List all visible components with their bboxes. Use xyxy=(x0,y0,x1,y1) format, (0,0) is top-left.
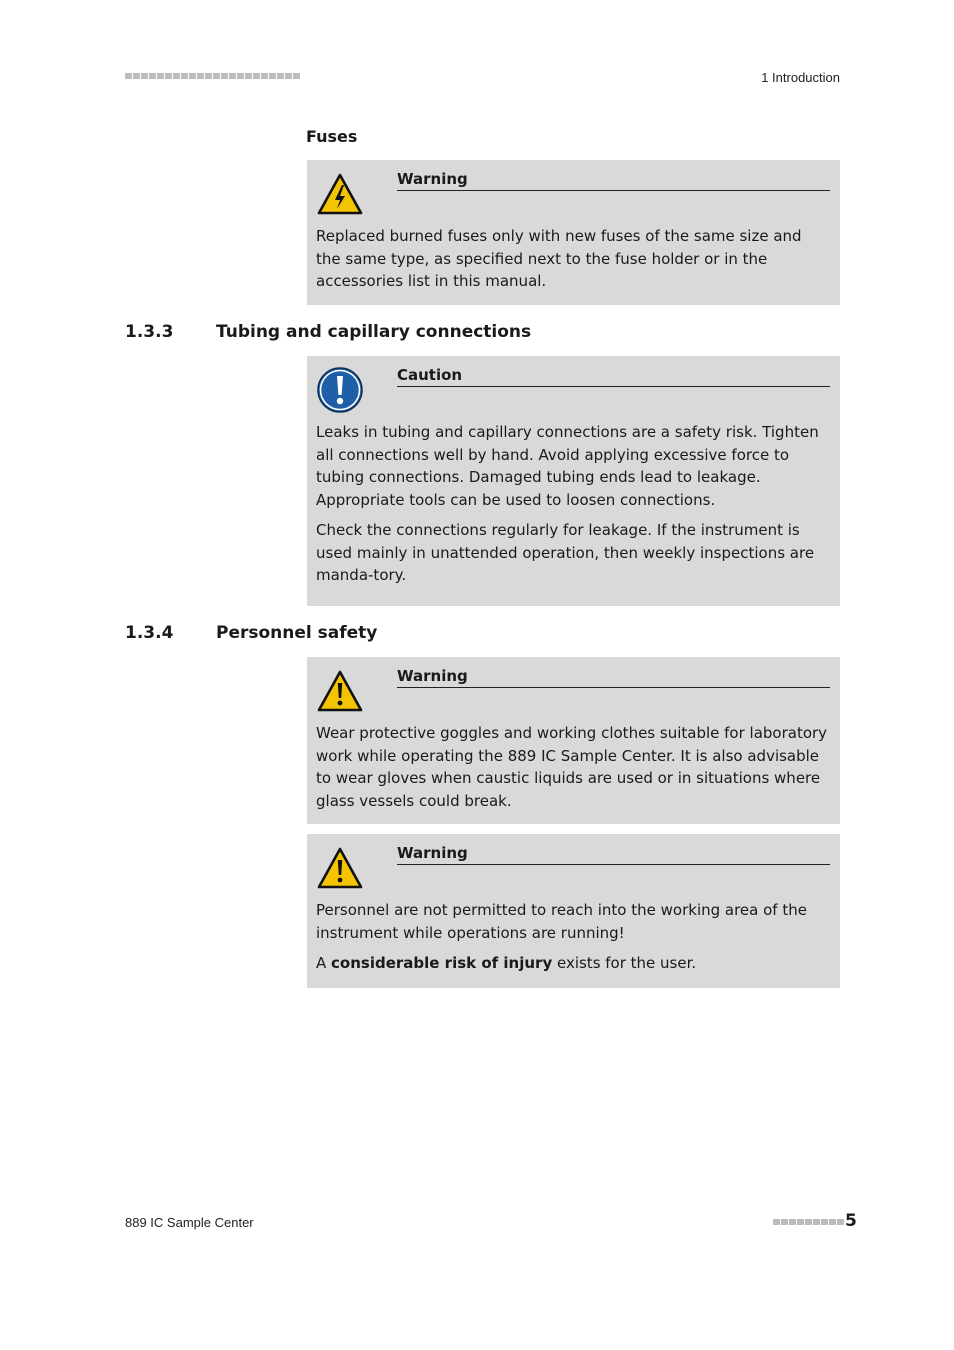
section-title: Personnel safety xyxy=(216,623,378,643)
exclamation-circle-icon xyxy=(316,366,364,414)
section-number: 1.3.3 xyxy=(125,322,174,342)
notice-text: Wear protective goggles and working clothes suitable for laboratory work while operating the 889 IC Sample Center. It is also advisable to wear gloves when caustic liquids are used or in situations where glass vessels could break. xyxy=(316,724,828,810)
page-number: 5 xyxy=(845,1211,857,1231)
notice-title: Warning xyxy=(397,844,830,865)
header-decoration-bar xyxy=(125,73,300,79)
footer-decoration-bar xyxy=(773,1219,844,1225)
section-title: Tubing and capillary connections xyxy=(216,322,532,342)
section-number: 1.3.4 xyxy=(125,623,174,643)
warning-triangle-icon xyxy=(316,844,364,892)
warning-triangle-icon xyxy=(316,667,364,715)
text-suffix: exists for the user. xyxy=(552,954,697,972)
goggles-warning-notice xyxy=(307,657,840,824)
notice-text: Replaced burned fuses only with new fuses of the same size and the same type, as specified next to the fuse holder or in the accessories list in this manual. xyxy=(316,227,802,290)
notice-title: Caution xyxy=(397,366,830,387)
notice-text: Personnel are not permitted to reach into the working area of the instrument while operations are running! xyxy=(316,901,807,942)
electrical-hazard-icon xyxy=(316,170,364,218)
notice-title: Warning xyxy=(397,170,830,191)
text-prefix: A xyxy=(316,954,332,972)
working-area-warning-notice xyxy=(307,834,840,988)
notice-text: Leaks in tubing and capillary connections are a safety risk. Tighten all connections well by hand. Avoid applying excessive force to tubing connections. Damaged tubing ends lead to leakage. Appropriate tools can be used to loosen connections. xyxy=(316,423,819,509)
notice-text: Check the connections regularly for leakage. If the instrument is used mainly in unattended operation, then weekly inspections are manda-tory. xyxy=(316,521,815,584)
footer-document-title: 889 IC Sample Center xyxy=(125,1215,254,1230)
notice-text xyxy=(316,952,830,975)
emphasis-text: considerable risk of injury xyxy=(331,954,553,972)
tubing-caution-notice xyxy=(307,356,840,606)
notice-title: Warning xyxy=(397,667,830,688)
fuses-warning-notice xyxy=(307,160,840,305)
running-header-chapter: 1 Introduction xyxy=(761,70,840,85)
fuses-heading: Fuses xyxy=(306,127,358,146)
